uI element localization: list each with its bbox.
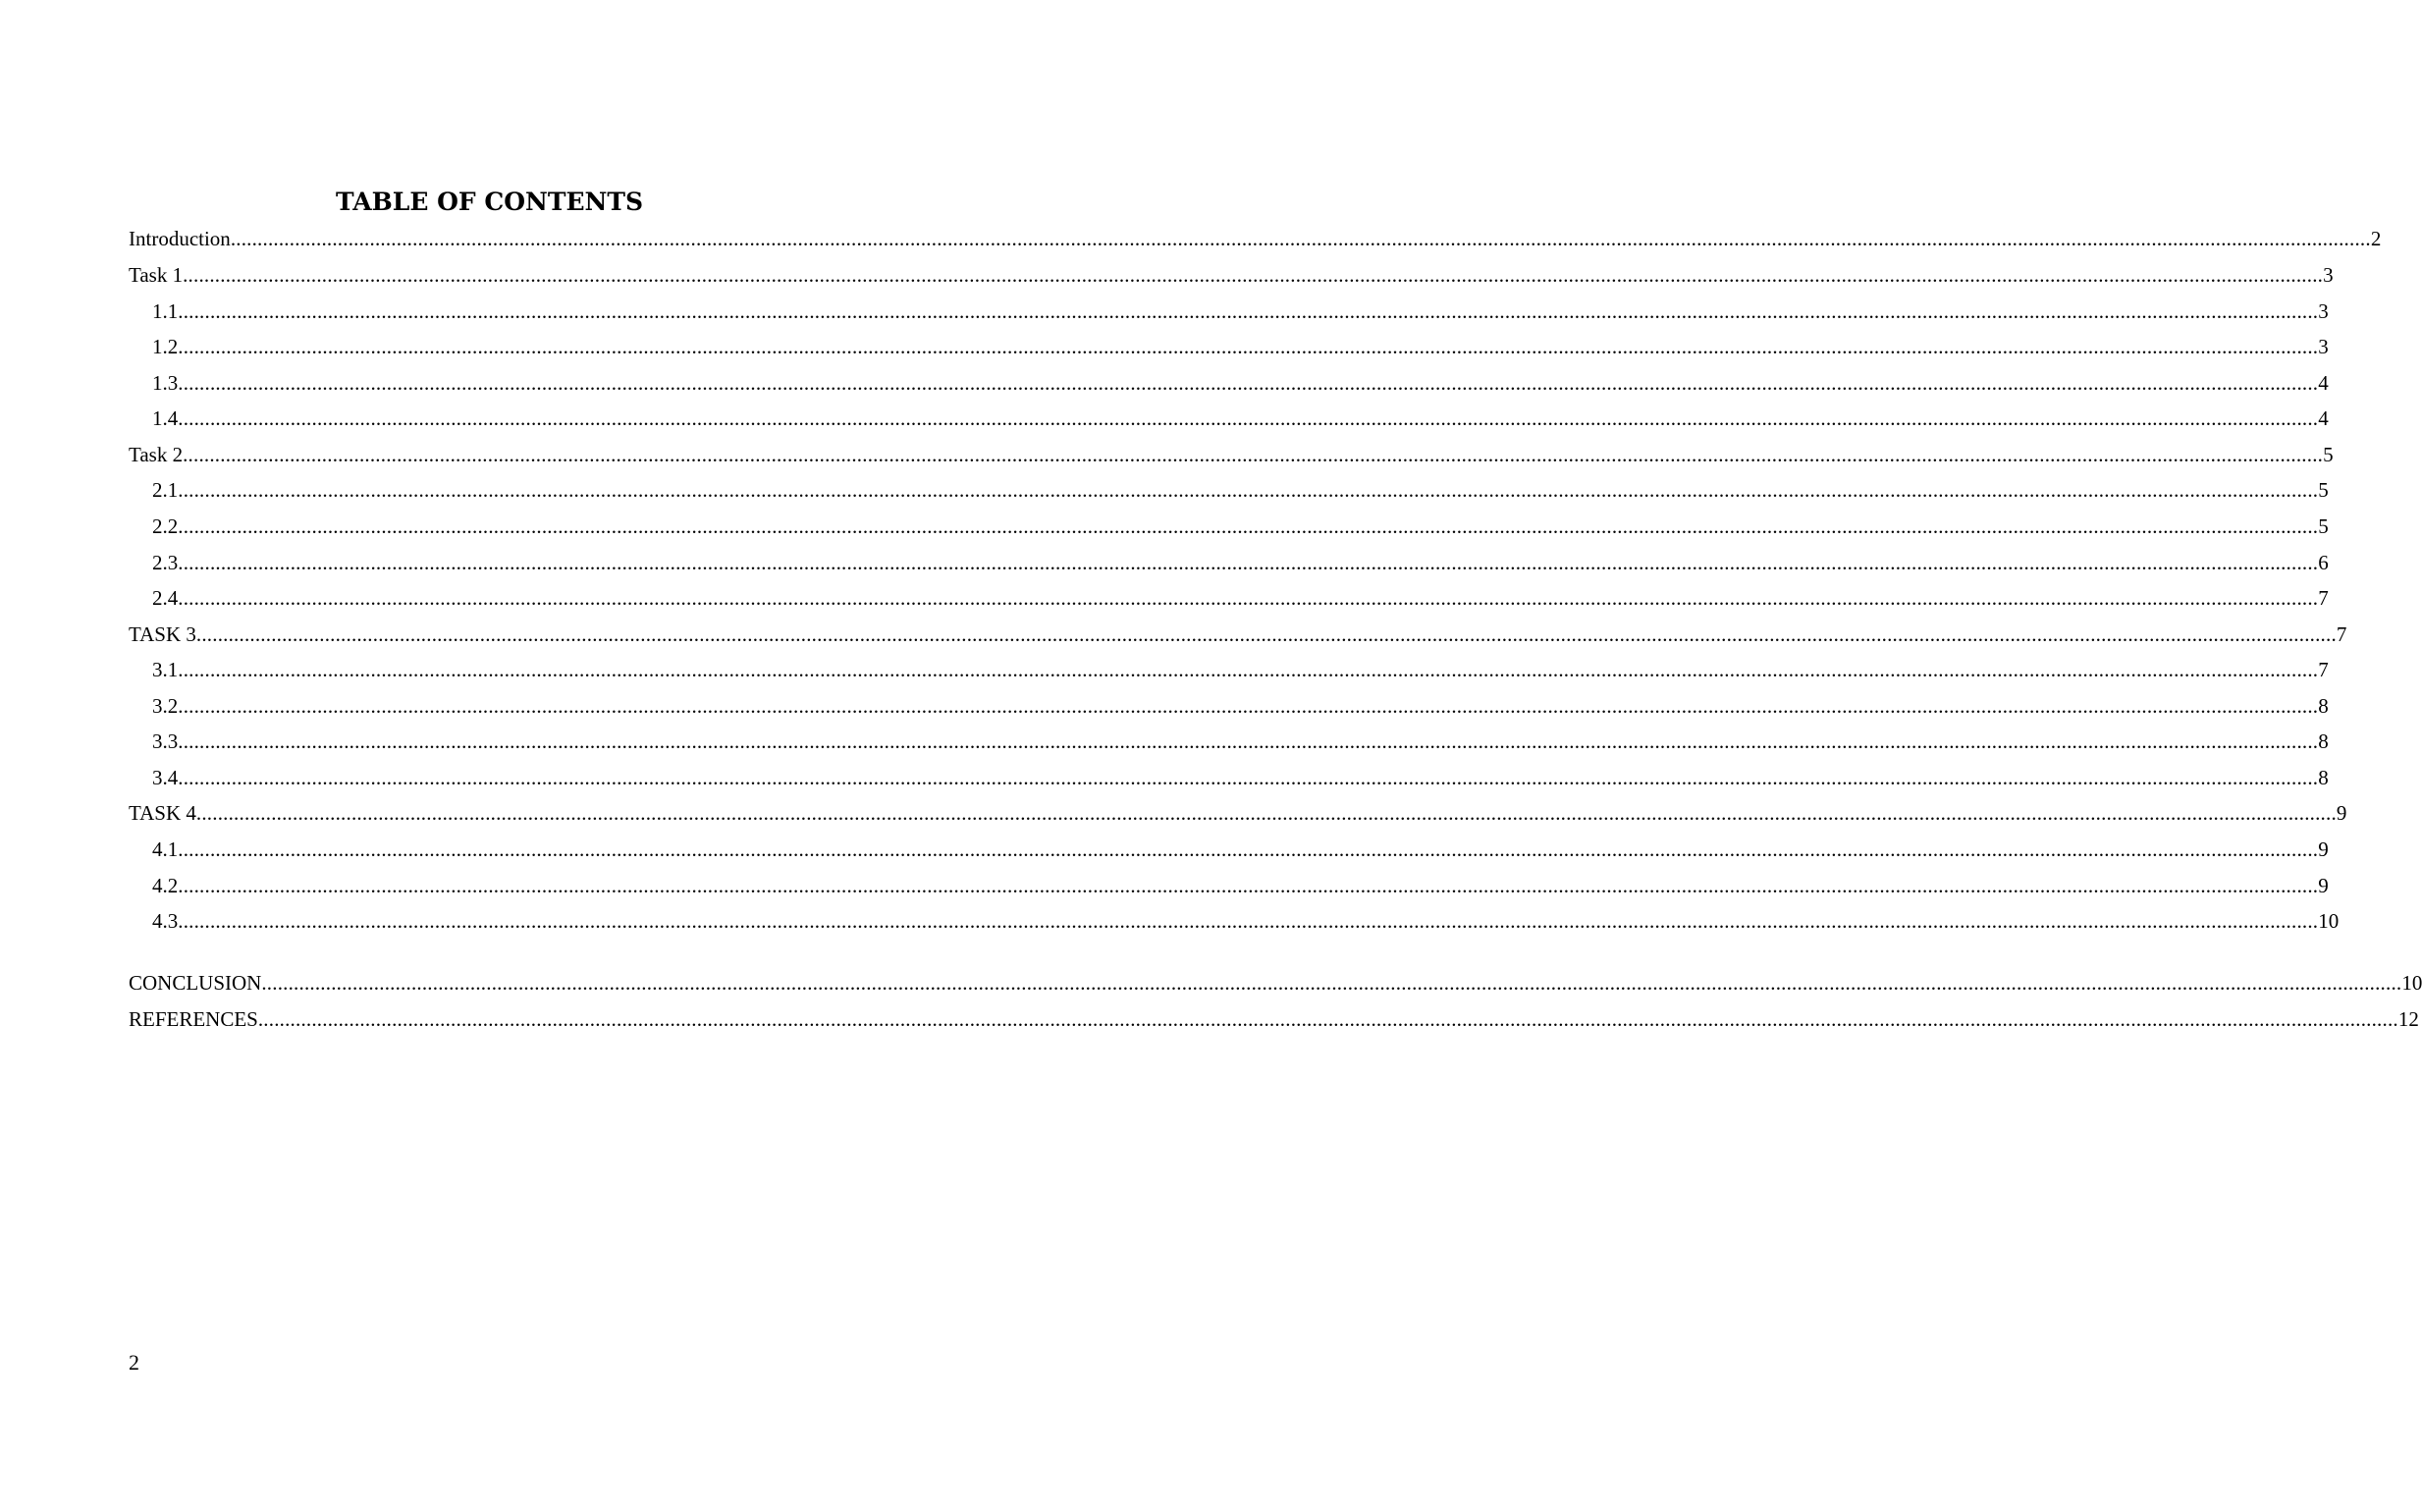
toc-dot-leader: ................................................................................................................................................................................................................................................................................................................................................................................................................: [178, 694, 2319, 718]
toc-dot-leader: ................................................................................................................................................................................................................................................................................................................................................................................................................: [178, 478, 2319, 502]
toc-entry-page: 6: [2318, 551, 2329, 574]
toc-dot-leader: ................................................................................................................................................................................................................................................................................................................................................................................................................: [178, 551, 2319, 574]
toc-entry-label: TASK 4: [129, 801, 196, 825]
toc-entry-page: 9: [2318, 837, 2329, 861]
toc-entry-label: REFERENCES: [129, 1007, 258, 1031]
toc-entry[interactable]: [152, 368, 2329, 398]
toc-entry[interactable]: [152, 871, 2329, 900]
toc-entry-label: 1.1: [152, 299, 179, 323]
toc-entry-page: 2: [2370, 227, 2382, 250]
toc-entry-page: 8: [2318, 729, 2329, 753]
toc-dot-leader: ................................................................................................................................................................................................................................................................................................................................................................................................................: [178, 729, 2319, 753]
toc-entry-label: CONCLUSION: [129, 971, 262, 995]
toc-dot-leader: ................................................................................................................................................................................................................................................................................................................................................................................................................: [183, 443, 2324, 466]
toc-dot-leader: ................................................................................................................................................................................................................................................................................................................................................................................................................: [178, 658, 2319, 681]
toc-entry-label: 2.1: [152, 478, 179, 502]
toc-dot-leader: ................................................................................................................................................................................................................................................................................................................................................................................................................: [195, 801, 2337, 825]
toc-entry-label: Task 2: [129, 443, 184, 466]
toc-entry[interactable]: [152, 583, 2329, 613]
toc-dot-leader: ................................................................................................................................................................................................................................................................................................................................................................................................................: [183, 263, 2324, 287]
toc-entry-label: 1.2: [152, 335, 179, 358]
toc-entry-page: 9: [2336, 801, 2347, 825]
toc-entry-label: 1.4: [152, 406, 179, 430]
toc-entry[interactable]: [152, 475, 2329, 505]
toc-dot-leader: ................................................................................................................................................................................................................................................................................................................................................................................................................: [257, 1007, 2398, 1031]
toc-entry-page: 4: [2318, 406, 2329, 430]
toc-entry-label: 4.1: [152, 837, 179, 861]
toc-dot-leader: ................................................................................................................................................................................................................................................................................................................................................................................................................: [178, 371, 2319, 395]
toc-entry[interactable]: [152, 763, 2329, 792]
toc-entry[interactable]: [152, 548, 2329, 577]
toc-entry-page: 10: [2401, 971, 2422, 995]
toc-entry-label: 2.2: [152, 514, 179, 538]
toc-entry-page: 9: [2318, 874, 2329, 897]
toc-dot-leader: ................................................................................................................................................................................................................................................................................................................................................................................................................: [178, 874, 2319, 897]
toc-dot-leader: ................................................................................................................................................................................................................................................................................................................................................................................................................: [178, 299, 2319, 323]
page-number: 2: [129, 1350, 139, 1375]
toc-entry-label: Task 1: [129, 263, 184, 287]
toc-entry-label: 1.3: [152, 371, 179, 395]
toc-entry[interactable]: [129, 440, 2334, 469]
toc-entry-page: 10: [2318, 909, 2340, 933]
toc-dot-leader: ................................................................................................................................................................................................................................................................................................................................................................................................................: [178, 586, 2319, 610]
toc-entry-page: 5: [2323, 443, 2334, 466]
toc-entry[interactable]: [152, 727, 2329, 756]
toc-entry[interactable]: [152, 655, 2329, 684]
toc-entry[interactable]: [129, 968, 2422, 998]
toc-entry-label: 4.2: [152, 874, 179, 897]
toc-entry-page: 8: [2318, 694, 2329, 718]
toc-entry[interactable]: [152, 404, 2329, 433]
toc-entry[interactable]: [152, 691, 2329, 721]
toc-entry-page: 12: [2397, 1007, 2419, 1031]
toc-entry[interactable]: [129, 798, 2347, 828]
toc-entry-label: 3.1: [152, 658, 179, 681]
toc-entry-page: 4: [2318, 371, 2329, 395]
toc-entry[interactable]: [129, 224, 2382, 253]
toc-entry-page: 5: [2318, 514, 2329, 538]
toc-entry-label: 3.4: [152, 766, 179, 789]
toc-entry[interactable]: [129, 620, 2347, 649]
toc-entry-label: Introduction: [129, 227, 231, 250]
toc-entry-label: 3.3: [152, 729, 179, 753]
toc-entry[interactable]: [152, 906, 2340, 936]
toc-entry[interactable]: [152, 332, 2329, 361]
toc-entry-label: 4.3: [152, 909, 179, 933]
toc-dot-leader: ................................................................................................................................................................................................................................................................................................................................................................................................................: [230, 227, 2371, 250]
toc-entry[interactable]: [129, 1004, 2419, 1034]
toc-entry-page: 7: [2318, 586, 2329, 610]
toc-entry-label: 3.2: [152, 694, 179, 718]
toc-entry[interactable]: [129, 260, 2334, 290]
toc-entry-page: 7: [2318, 658, 2329, 681]
toc-entry-page: 3: [2318, 299, 2329, 323]
toc-entry-page: 5: [2318, 478, 2329, 502]
toc-dot-leader: ................................................................................................................................................................................................................................................................................................................................................................................................................: [178, 837, 2319, 861]
toc-entry-label: 2.4: [152, 586, 179, 610]
toc-dot-leader: ................................................................................................................................................................................................................................................................................................................................................................................................................: [178, 406, 2319, 430]
toc-dot-leader: ................................................................................................................................................................................................................................................................................................................................................................................................................: [178, 514, 2319, 538]
toc-entry-page: 3: [2318, 335, 2329, 358]
toc-entry[interactable]: [152, 512, 2329, 541]
toc-entry[interactable]: [152, 297, 2329, 326]
toc-entry-page: 3: [2323, 263, 2334, 287]
toc-dot-leader: ................................................................................................................................................................................................................................................................................................................................................................................................................: [178, 335, 2319, 358]
toc-title: TABLE OF CONTENTS: [336, 188, 644, 216]
toc-dot-leader: ................................................................................................................................................................................................................................................................................................................................................................................................................: [195, 622, 2337, 646]
toc-entry-page: 8: [2318, 766, 2329, 789]
toc-entry[interactable]: [152, 835, 2329, 864]
toc-entry-label: 2.3: [152, 551, 179, 574]
toc-dot-leader: ................................................................................................................................................................................................................................................................................................................................................................................................................: [261, 971, 2402, 995]
toc-entry-label: TASK 3: [129, 622, 196, 646]
toc-dot-leader: ................................................................................................................................................................................................................................................................................................................................................................................................................: [178, 766, 2319, 789]
toc-dot-leader: ................................................................................................................................................................................................................................................................................................................................................................................................................: [178, 909, 2319, 933]
toc-entry-page: 7: [2336, 622, 2347, 646]
